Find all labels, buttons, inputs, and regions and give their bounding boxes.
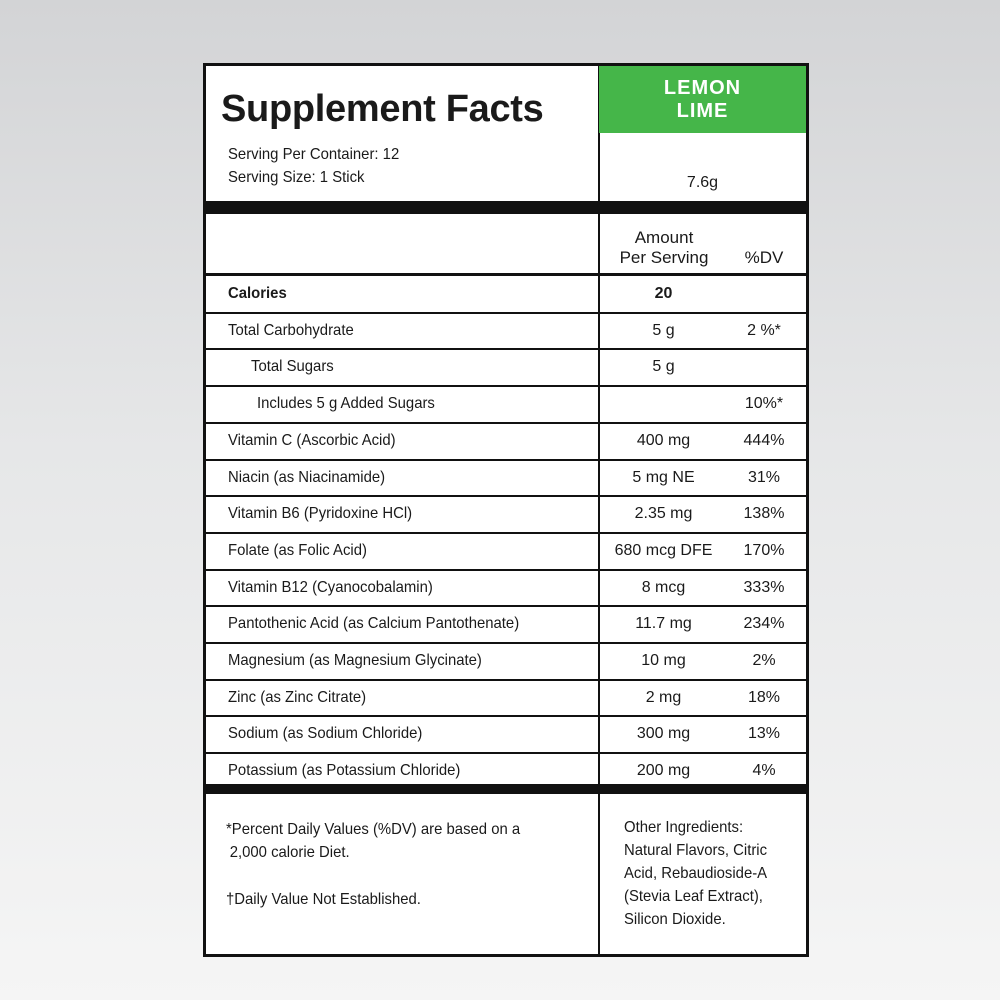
- nutrient-amount: 2 mg: [645, 688, 682, 706]
- nutrient-amount: [601, 386, 726, 421]
- nutrient-dv: 444%: [743, 431, 785, 449]
- nutrient-amount: 680 mcg DFE: [614, 541, 713, 559]
- nutrient-amount: 5 mg NE: [632, 468, 695, 486]
- nutrient-name: Vitamin C (Ascorbic Acid): [228, 431, 396, 449]
- servings-per-container: Serving Per Container: 12: [228, 146, 400, 163]
- nutrient-amount: 11.7 mg: [635, 615, 692, 633]
- nutrient-name: Sodium (as Sodium Chloride): [228, 725, 423, 743]
- nutrient-dv: 333%: [743, 578, 785, 596]
- flavor-line-2: LIME: [676, 99, 729, 122]
- nutrient-amount: 8 mcg: [641, 578, 686, 596]
- nutrient-name: Vitamin B6 (Pyridoxine HCl): [228, 505, 413, 523]
- supplement-facts-panel: [203, 63, 809, 957]
- nutrient-name: Potassium (as Potassium Chloride): [228, 762, 461, 780]
- nutrient-dv: 4%: [752, 762, 776, 780]
- ingredients-line: Other Ingredients:: [624, 819, 744, 836]
- nutrient-name: Total Carbohydrate: [228, 321, 354, 339]
- dv-footnote-line-2: 2,000 calorie Diet.: [229, 844, 350, 861]
- serving-size: Serving Size: 1 Stick: [228, 169, 365, 186]
- nutrient-name: Vitamin B12 (Cyanocobalamin): [228, 578, 433, 596]
- thick-divider-top: [206, 201, 806, 214]
- nutrient-amount: 2.35 mg: [634, 505, 693, 523]
- nutrient-dv: 234%: [743, 615, 785, 633]
- nutrient-dv: 13%: [747, 725, 781, 743]
- amount-header-line-1: Amount: [634, 228, 694, 247]
- thick-divider-bottom: [206, 784, 806, 794]
- dv-footnote-line-1: *Percent Daily Values (%DV) are based on a: [226, 821, 521, 838]
- serving-weight: 7.6g: [686, 174, 719, 191]
- table-row: [206, 680, 806, 715]
- nutrient-dv: 18%: [747, 688, 781, 706]
- nutrient-dv: 170%: [743, 541, 785, 559]
- page-title: Supplement Facts: [221, 88, 544, 130]
- ingredients-line: (Stevia Leaf Extract),: [624, 888, 763, 905]
- table-row: [206, 386, 806, 421]
- nutrient-amount: 20: [654, 285, 673, 302]
- table-row: [206, 570, 806, 605]
- nutrient-dv: 31%: [747, 468, 781, 486]
- nutrient-amount: 200 mg: [636, 762, 691, 780]
- dv-footnote: [226, 818, 520, 864]
- nutrient-dv: [721, 276, 807, 311]
- table-row: [206, 533, 806, 568]
- flavor-line-1: LEMON: [663, 76, 742, 99]
- nutrient-name: Niacin (as Niacinamide): [228, 468, 386, 486]
- table-row: [206, 716, 806, 751]
- table-row: [206, 313, 806, 348]
- table-row: [206, 423, 806, 458]
- nutrient-dv: 2%: [752, 652, 776, 669]
- ingredients-line: Natural Flavors, Citric: [624, 842, 768, 859]
- nutrient-name: Folate (as Folic Acid): [228, 541, 367, 559]
- nutrient-dv: 10%*: [744, 395, 784, 413]
- table-row: [206, 496, 806, 531]
- nutrient-name: Calories: [228, 285, 287, 302]
- amount-header-line-2: Per Serving: [619, 248, 709, 267]
- amount-per-serving-header: [599, 228, 729, 268]
- nutrient-name: Zinc (as Zinc Citrate): [228, 688, 367, 706]
- table-row: [206, 276, 806, 311]
- nutrient-amount: 300 mg: [636, 725, 691, 743]
- nutrient-name: Magnesium (as Magnesium Glycinate): [228, 652, 482, 669]
- nutrient-dv: 2 %*: [747, 321, 781, 339]
- nutrient-name: Pantothenic Acid (as Calcium Pantothenate): [228, 615, 520, 633]
- other-ingredients: [624, 816, 767, 931]
- table-row: [206, 606, 806, 641]
- nutrient-name: Total Sugars: [251, 358, 334, 376]
- nutrient-name: Includes 5 g Added Sugars: [257, 395, 435, 413]
- table-row: [206, 460, 806, 495]
- nutrient-amount: 400 mg: [636, 431, 691, 449]
- nutrient-dv: [721, 349, 807, 384]
- ingredients-line: Acid, Rebaudioside-A: [624, 865, 768, 882]
- dv-header: %DV: [744, 248, 784, 267]
- ingredients-line: Silicon Dioxide.: [624, 911, 726, 928]
- nutrient-dv: 138%: [743, 505, 785, 523]
- nutrient-amount: 5 g: [652, 358, 675, 376]
- flavor-banner: [599, 66, 806, 133]
- table-row: [206, 349, 806, 384]
- nutrient-amount: 5 g: [652, 321, 675, 339]
- not-established-note: †Daily Value Not Established.: [226, 891, 421, 908]
- column-divider-footer: [598, 794, 600, 954]
- table-row: [206, 643, 806, 678]
- table-row: [206, 753, 806, 788]
- nutrient-amount: 10 mg: [641, 652, 686, 669]
